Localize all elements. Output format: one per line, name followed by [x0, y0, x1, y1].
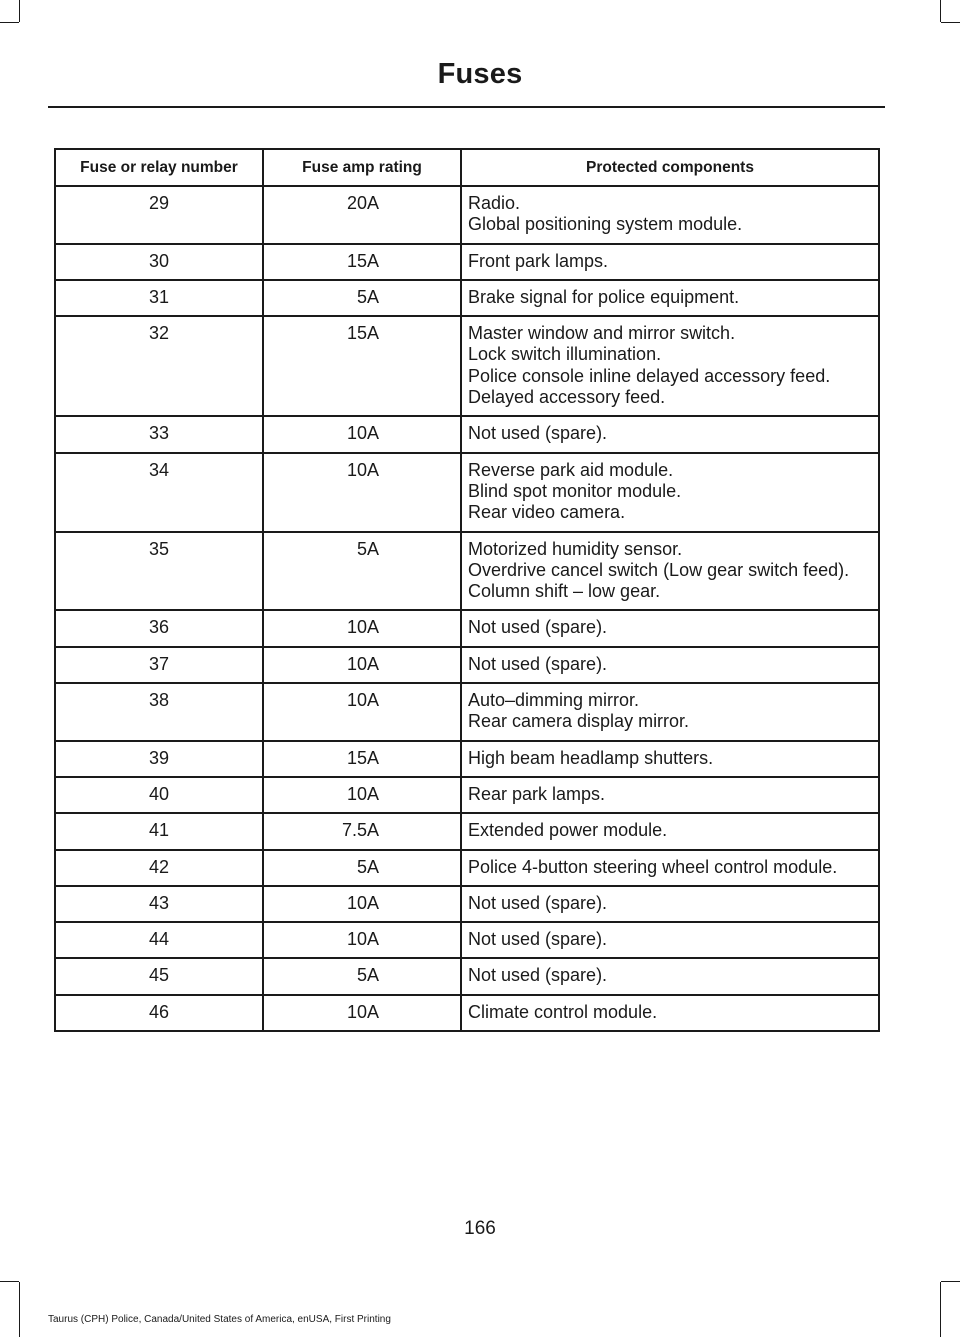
crop-mark	[940, 1282, 941, 1337]
protected-components-cell	[461, 886, 879, 922]
table-row	[55, 683, 879, 741]
amp-rating-cell: 10A	[263, 777, 461, 813]
fuse-table-header	[55, 149, 879, 186]
component-line: Reverse park aid module.	[468, 459, 674, 480]
table-row	[55, 532, 879, 611]
fuse-number-cell: 41	[55, 813, 263, 849]
amp-rating-cell: 15A	[263, 316, 461, 416]
table-row	[55, 453, 879, 532]
component-line: Rear camera display mirror.	[468, 711, 690, 732]
component-line: Motorized humidity sensor.	[468, 538, 683, 559]
table-row	[55, 244, 879, 280]
component-line: Global positioning system module.	[468, 214, 743, 235]
protected-components-cell	[461, 647, 879, 683]
amp-rating-cell: 10A	[263, 683, 461, 741]
component-line: High beam headlamp shutters.	[468, 747, 714, 768]
table-row	[55, 777, 879, 813]
component-line: Extended power module.	[468, 820, 668, 841]
fuse-number-cell: 30	[55, 244, 263, 280]
table-row	[55, 922, 879, 958]
crop-mark	[19, 1282, 20, 1337]
table-row	[55, 741, 879, 777]
component-line: Rear video camera.	[468, 502, 626, 523]
protected-components-cell	[461, 995, 879, 1031]
fuse-number-cell: 38	[55, 683, 263, 741]
table-row	[55, 316, 879, 416]
table-row	[55, 850, 879, 886]
crop-mark	[941, 22, 960, 23]
component-line: Blind spot monitor module.	[468, 480, 682, 501]
protected-components-cell	[461, 453, 879, 532]
table-row	[55, 280, 879, 316]
component-line: Not used (spare).	[468, 653, 608, 674]
crop-mark	[19, 0, 20, 22]
page-title: Fuses	[437, 58, 523, 90]
fuse-number-cell: 45	[55, 958, 263, 994]
amp-rating-cell: 10A	[263, 886, 461, 922]
crop-mark	[0, 1281, 19, 1282]
amp-rating-cell: 5A	[263, 280, 461, 316]
component-line: Police 4-button steering wheel control module.	[468, 856, 838, 877]
protected-components-cell	[461, 186, 879, 244]
amp-rating-cell: 5A	[263, 958, 461, 994]
fuse-number-cell: 40	[55, 777, 263, 813]
header-amp-rating: Fuse amp rating	[263, 149, 461, 186]
footer-text: Taurus (CPH) Police, Canada/United States of America, enUSA, First Printing	[48, 1314, 391, 1325]
component-line: Lock switch illumination.	[468, 344, 662, 365]
amp-rating-cell: 7.5A	[263, 813, 461, 849]
component-line: Radio.	[468, 193, 521, 213]
protected-components-cell	[461, 610, 879, 646]
protected-components-cell	[461, 922, 879, 958]
protected-components-cell	[461, 416, 879, 452]
fuse-number-cell: 46	[55, 995, 263, 1031]
component-line: Front park lamps.	[468, 250, 609, 271]
fuse-number-cell: 29	[55, 186, 263, 244]
component-line: Police console inline delayed accessory feed.	[468, 365, 831, 386]
component-line: Not used (spare).	[468, 423, 608, 444]
fuse-table-body	[55, 186, 879, 1031]
fuse-table	[54, 148, 880, 1032]
protected-components-cell	[461, 741, 879, 777]
table-row	[55, 813, 879, 849]
component-line: Not used (spare).	[468, 617, 608, 638]
amp-rating-cell: 10A	[263, 610, 461, 646]
fuse-number-cell: 33	[55, 416, 263, 452]
table-row	[55, 186, 879, 244]
table-row	[55, 647, 879, 683]
protected-components-cell	[461, 958, 879, 994]
component-line: Auto–dimming mirror.	[468, 690, 640, 711]
page-number: 166	[464, 1218, 496, 1239]
fuse-number-cell: 32	[55, 316, 263, 416]
amp-rating-cell: 10A	[263, 416, 461, 452]
protected-components-cell	[461, 244, 879, 280]
protected-components-cell	[461, 316, 879, 416]
amp-rating-cell: 10A	[263, 647, 461, 683]
header-fuse-number: Fuse or relay number	[55, 149, 263, 186]
amp-rating-cell: 20A	[263, 186, 461, 244]
table-row	[55, 416, 879, 452]
fuse-number-cell: 43	[55, 886, 263, 922]
protected-components-cell	[461, 813, 879, 849]
component-line: Not used (spare).	[468, 965, 608, 986]
fuse-number-cell: 36	[55, 610, 263, 646]
component-line: Delayed accessory feed.	[468, 387, 666, 408]
amp-rating-cell: 15A	[263, 244, 461, 280]
component-line: Not used (spare).	[468, 892, 608, 913]
header-protected-components: Protected components	[461, 149, 879, 186]
component-line: Master window and mirror switch.	[468, 323, 736, 344]
fuse-number-cell: 42	[55, 850, 263, 886]
amp-rating-cell: 10A	[263, 453, 461, 532]
title-divider	[48, 106, 885, 108]
crop-mark	[0, 22, 19, 23]
component-line: Overdrive cancel switch (Low gear switch feed).	[468, 559, 850, 580]
amp-rating-cell: 5A	[263, 532, 461, 611]
header-row	[55, 149, 879, 186]
protected-components-cell	[461, 850, 879, 886]
fuse-number-cell: 39	[55, 741, 263, 777]
protected-components-cell	[461, 683, 879, 741]
component-line: Brake signal for police equipment.	[468, 286, 740, 307]
protected-components-cell	[461, 777, 879, 813]
amp-rating-cell: 5A	[263, 850, 461, 886]
component-line: Not used (spare).	[468, 929, 608, 950]
component-line: Column shift – low gear.	[468, 581, 661, 602]
component-line: Climate control module.	[468, 1001, 658, 1022]
fuse-number-cell: 37	[55, 647, 263, 683]
fuse-number-cell: 34	[55, 453, 263, 532]
crop-mark	[940, 0, 941, 22]
protected-components-cell	[461, 532, 879, 611]
amp-rating-cell: 10A	[263, 995, 461, 1031]
crop-mark	[941, 1281, 960, 1282]
table-row	[55, 610, 879, 646]
amp-rating-cell: 10A	[263, 922, 461, 958]
amp-rating-cell: 15A	[263, 741, 461, 777]
fuse-number-cell: 31	[55, 280, 263, 316]
table-row	[55, 995, 879, 1031]
protected-components-cell	[461, 280, 879, 316]
fuse-number-cell: 44	[55, 922, 263, 958]
fuse-number-cell: 35	[55, 532, 263, 611]
table-row	[55, 886, 879, 922]
table-row	[55, 958, 879, 994]
component-line: Rear park lamps.	[468, 783, 606, 804]
